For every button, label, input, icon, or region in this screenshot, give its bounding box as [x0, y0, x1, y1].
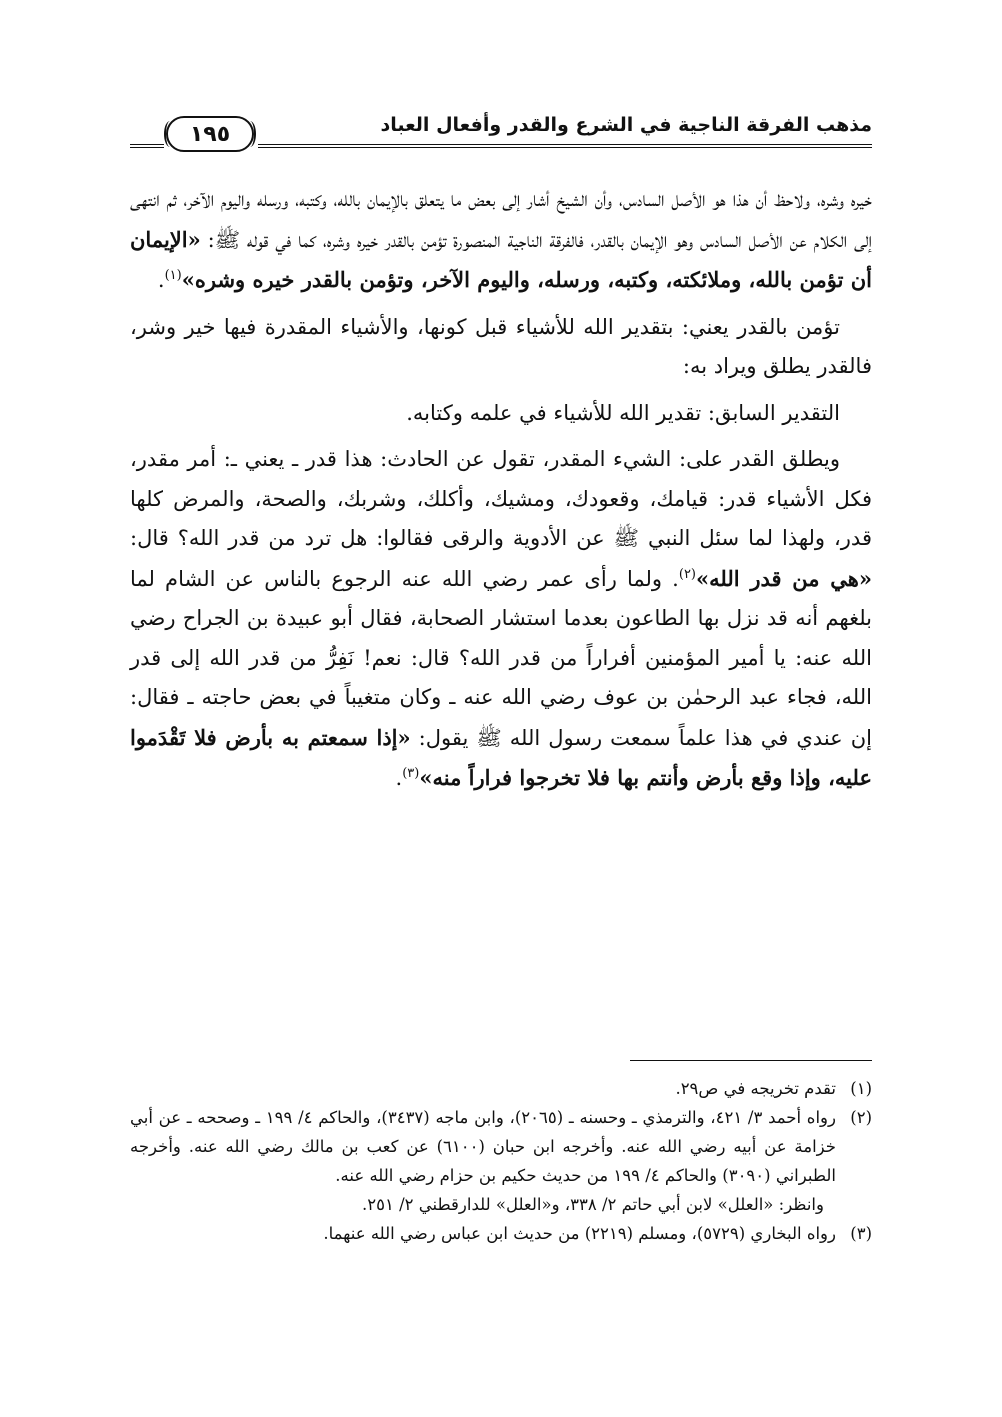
main-text: [130, 180, 872, 806]
running-title: مذهب الفرقة الناجية في الشرع والقدر وأفعال العباد: [380, 114, 872, 136]
paragraph-4-end: .: [395, 766, 403, 790]
footnote-text: رواه البخاري (٥٧٢٩)، ومسلم (٢٢١٩) من حديث ابن عباس رضي الله عنهما.: [323, 1224, 836, 1243]
footnote-1: [130, 1074, 872, 1103]
paragraph-4-text-a: ويطلق القدر على: الشيء المقدر، تقول عن الحادث: هذا قدر ـ يعني ـ: أمر مقدر، فكل الأشياء قدر: قيامك، وقعودك، ومشيك، وأكلك، وشربك، والصحة، والمرض كلها قدر، ولهذا لما سئل النبي ﷺ عن الأدوية والرقى فقالوا: هل ترد من قدر الله؟ قال:: [130, 447, 872, 550]
footnote-separator: [630, 1060, 872, 1061]
header-rule: [258, 144, 872, 148]
footnotes: [130, 1074, 872, 1248]
paragraph-1-text: خيره وشره، ولاحظ أن هذا هو الأصل السادس، وأن الشيخ أشار إلى بعض ما يتعلق بالإيمان بالله، وكتبه، ورسله واليوم الآخر، ثم انتهى إلى الكلام عن الأصل السادس وهو الإيمان بالقدر، فالفرقة الناجية المنصورة تؤمن بالقدر خيره وشره، كما في قوله ﷺ:: [130, 187, 872, 252]
page-number: ١٩٥: [166, 116, 254, 152]
footnote-2: [130, 1103, 872, 1190]
paragraph-4-text-b: . ولما رأى عمر رضي الله عنه الرجوع بالناس عن الشام لما بلغهم أنه قد نزل بها الطاعون بعدما استشار الصحابة، فقال أبو عبيدة بن الجراح رضي الله عنه: يا أمير المؤمنين أفراراً من قدر الله؟ قال: نعم! نَفِرُّ من قدر الله إلى قدر الله، فجاء عبد الرحمٰن بن عوف رضي الله عنه ـ وكان متغيباً في بعض حاجته ـ فقال: إن عندي في هذا علماً سمعت رسول الله ﷺ يقول:: [130, 566, 872, 750]
footnote-3: [130, 1219, 872, 1248]
footnote-text: تقدم تخريجه في ص٢٩.: [675, 1079, 836, 1098]
paragraph-1: [130, 180, 872, 301]
footnote-number: (١): [850, 1079, 872, 1098]
hadith-quote-iman: «الإيمان أن تؤمن بالله، وملائكته، وكتبه، ورسله، واليوم الآخر، وتؤمن بالقدر خيره وشره»: [130, 226, 872, 292]
paragraph-4: [130, 440, 872, 799]
hadith-quote-plague: «إذا سمعتم به بأرض فلا تَقْدَموا عليه، وإذا وقع بأرض وأنتم بها فلا تخرجوا فراراً منه»: [130, 724, 872, 790]
footnote-ref-2: (٢): [678, 566, 696, 582]
paragraph-2: تؤمن بالقدر يعني: بتقدير الله للأشياء قبل كونها، والأشياء المقدرة فيها خير وشر، فالقدر يطلق ويراد به:: [130, 314, 872, 378]
header-rule-short: [130, 144, 164, 148]
footnote-ref-1: (١): [164, 268, 182, 283]
paragraph-3: التقدير السابق: تقدير الله للأشياء في علمه وكتابه.: [406, 400, 840, 425]
footnote-number: (٣): [850, 1224, 872, 1243]
footnote-text: رواه أحمد ٣/ ٤٢١، والترمذي ـ وحسنه ـ (٢٠٦٥)، وابن ماجه (٣٤٣٧)، والحاكم ٤/ ١٩٩ ـ وصححه ـ عن أبي خزامة عن أبيه رضي الله عنه. وأخرجه ابن حبان (٦١٠٠) عن كعب بن مالك رضي الله عنه. وأخرجه الطبراني (٣٠٩٠) والحاكم ٤/ ١٩٩ من حديث حكيم بن حزام رضي الله عنه.: [130, 1108, 836, 1185]
footnote-number: (٢): [850, 1108, 872, 1127]
footnote-ref-3: (٣): [402, 766, 420, 781]
page-header: [130, 100, 872, 160]
paragraph-1-end: .: [157, 268, 165, 292]
hadith-quote-qadar: «هي من قدر الله»: [696, 565, 872, 591]
footnote-2-see-also: وانظر: «العلل» لابن أبي حاتم ٢/ ٣٣٨، و«العلل» للدارقطني ٢/ ٢٥١.: [361, 1195, 824, 1214]
